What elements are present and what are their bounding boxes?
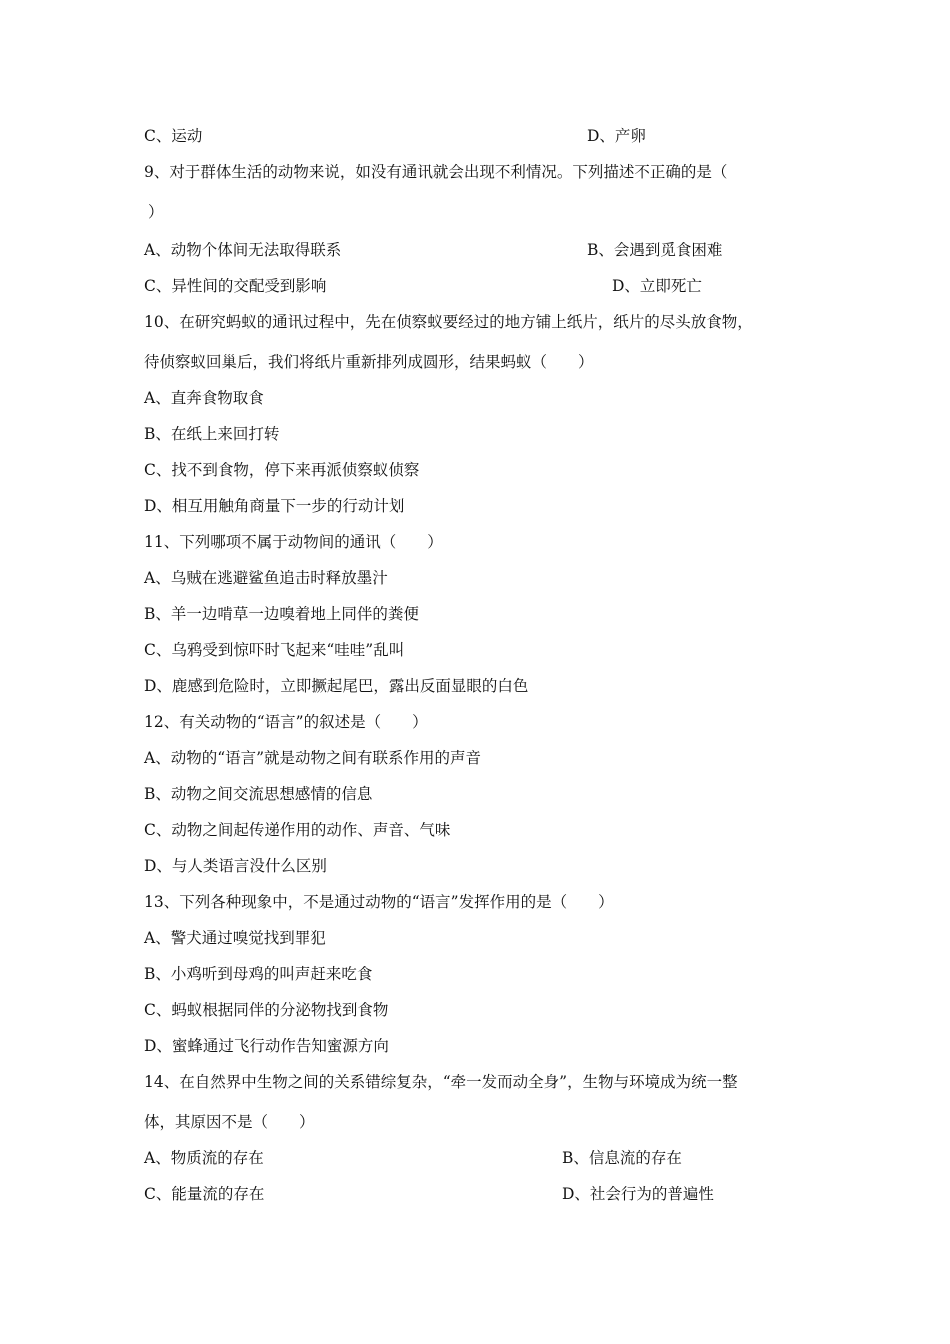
q13-option-b[interactable]: B、小鸡听到母鸡的叫声赶来吃食 [144, 965, 373, 983]
q13-stem: 13、下列各种现象中，不是通过动物的“语言”发挥作用的是（ ） [144, 893, 614, 911]
q9-stem-continued: ） [148, 203, 164, 221]
q9-option-a[interactable]: A、动物个体间无法取得联系 [144, 241, 342, 259]
q12-option-b[interactable]: B、动物之间交流思想感情的信息 [144, 785, 373, 803]
q12-option-c[interactable]: C、动物之间起传递作用的动作、声音、气味 [144, 821, 451, 839]
q12-option-a[interactable]: A、动物的“语言”就是动物之间有联系作用的声音 [144, 749, 482, 767]
q8-option-c[interactable]: C、运动 [144, 127, 203, 145]
q12-option-d[interactable]: D、与人类语言没什么区别 [144, 857, 327, 875]
q9-option-b[interactable]: B、会遇到觅食困难 [587, 241, 723, 259]
q10-option-d[interactable]: D、相互用触角商量下一步的行动计划 [144, 497, 405, 515]
q9-option-c[interactable]: C、异性间的交配受到影响 [144, 277, 327, 295]
q13-option-d[interactable]: D、蜜蜂通过飞行动作告知蜜源方向 [144, 1037, 389, 1055]
q10-stem: 10、在研究蚂蚁的通讯过程中，先在侦察蚁要经过的地方铺上纸片，纸片的尽头放食物， [144, 313, 753, 331]
q12-stem: 12、有关动物的“语言”的叙述是（ ） [144, 713, 428, 731]
q10-option-a[interactable]: A、直奔食物取食 [144, 389, 264, 407]
q8-option-d[interactable]: D、产卵 [587, 127, 646, 145]
q9-option-d[interactable]: D、立即死亡 [612, 277, 702, 295]
q10-stem-continued: 待侦察蚁回巢后，我们将纸片重新排列成圆形，结果蚂蚁（ ） [144, 353, 594, 371]
q9-stem: 9、对于群体生活的动物来说，如没有通讯就会出现不利情况。下列描述不正确的是（ [144, 163, 728, 181]
q10-option-b[interactable]: B、在纸上来回打转 [144, 425, 280, 443]
q14-stem-continued: 体，其原因不是（ ） [144, 1113, 315, 1131]
q14-option-a[interactable]: A、物质流的存在 [144, 1149, 264, 1167]
q10-option-c[interactable]: C、找不到食物，停下来再派侦察蚁侦察 [144, 461, 420, 479]
q11-option-b[interactable]: B、羊一边啃草一边嗅着地上同伴的粪便 [144, 605, 419, 623]
q11-stem: 11、下列哪项不属于动物间的通讯（ ） [144, 533, 443, 551]
q14-option-b[interactable]: B、信息流的存在 [562, 1149, 682, 1167]
q14-stem: 14、在自然界中生物之间的关系错综复杂，“牵一发而动全身”，生物与环境成为统一整 [144, 1073, 738, 1091]
q11-option-d[interactable]: D、鹿感到危险时，立即撅起尾巴，露出反面显眼的白色 [144, 677, 529, 695]
q13-option-c[interactable]: C、蚂蚁根据同伴的分泌物找到食物 [144, 1001, 389, 1019]
q14-option-c[interactable]: C、能量流的存在 [144, 1185, 265, 1203]
q13-option-a[interactable]: A、警犬通过嗅觉找到罪犯 [144, 929, 326, 947]
q14-option-d[interactable]: D、社会行为的普遍性 [562, 1185, 714, 1203]
q11-option-a[interactable]: A、乌贼在逃避鲨鱼追击时释放墨汁 [144, 569, 388, 587]
q11-option-c[interactable]: C、乌鸦受到惊吓时飞起来“哇哇”乱叫 [144, 641, 405, 659]
